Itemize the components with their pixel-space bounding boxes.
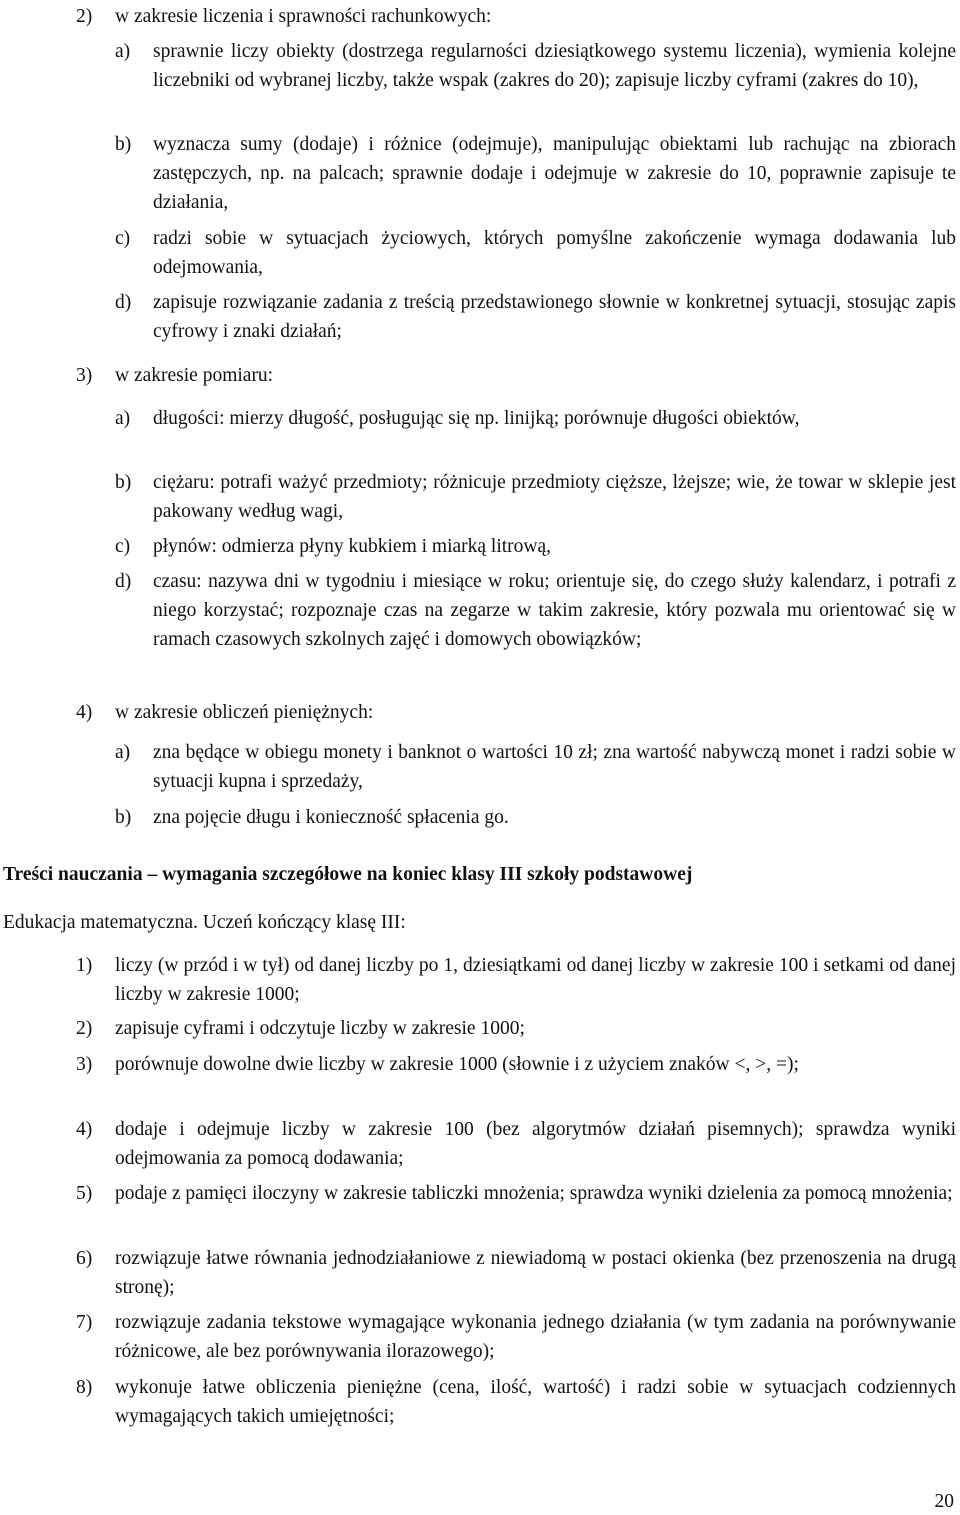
item-text: dodaje i odejmuje liczby w zakresie 100 (bez algorytmów działań pisemnych); sprawdza wyniki odejmowania za pomocą dodawania; — [115, 1119, 956, 1169]
item-text: rozwiązuje zadania tekstowe wymagające wykonania jednego działania (w tym zadania na porównywanie różnicowe, ale bez porównywania ilorazowego); — [115, 1312, 956, 1362]
item-label: 3) — [76, 1054, 93, 1075]
list-item — [115, 468, 956, 526]
section-number: 3) — [76, 365, 93, 386]
list-item — [76, 1050, 956, 1079]
item-text: czasu: nazywa dni w tygodniu i miesiące w roku; orientuje się, do czego służy kalendarz, i potrafi z niego korzystać; rozpoznaje czas na zegarze w takim zakresie, który pozwala mu orientować się w ramach czasowych szkolnych zajęć i domowych obowiązków; — [153, 571, 956, 650]
item-text: zna będące w obiegu monety i banknot o wartości 10 zł; zna wartość nabywczą monet i radzi sobie w sytuacji kupna i sprzedaży, — [153, 742, 956, 792]
section-number: 2) — [76, 6, 93, 27]
section-2 — [76, 2, 956, 31]
item-label: b) — [115, 807, 132, 828]
list-item — [76, 1179, 956, 1208]
list-item — [115, 738, 956, 796]
section-heading: Treści nauczania – wymagania szczegółowe na koniec klasy III szkoły podstawowej — [3, 864, 693, 885]
item-label: b) — [115, 472, 132, 493]
item-label: 2) — [76, 1018, 93, 1039]
intro-text: Edukacja matematyczna. Uczeń kończący klasę III: — [3, 912, 406, 933]
section-number: 4) — [76, 702, 93, 723]
item-label: a) — [115, 41, 131, 62]
item-text: płynów: odmierza płyny kubkiem i miarką litrową, — [153, 536, 552, 557]
item-label: 7) — [76, 1312, 93, 1333]
item-label: 4) — [76, 1119, 93, 1140]
item-text: radzi sobie w sytuacjach życiowych, których pomyślne zakończenie wymaga dodawania lub odejmowania, — [153, 228, 956, 278]
item-text: długości: mierzy długość, posługując się np. linijką; porównuje długości obiektów, — [153, 408, 800, 429]
item-label: 6) — [76, 1248, 93, 1269]
list-item — [115, 532, 956, 561]
list-item — [76, 951, 956, 1009]
list-item — [115, 37, 956, 95]
page-number: 20 — [934, 1491, 954, 1512]
list-item — [115, 803, 956, 832]
item-label: 1) — [76, 955, 93, 976]
item-text: ciężaru: potrafi ważyć przedmioty; różnicuje przedmioty cięższe, lżejsze; wie, że towar w sklepie jest pakowany według wagi, — [153, 472, 956, 522]
list-item — [76, 1244, 956, 1302]
item-label: a) — [115, 408, 131, 429]
item-label: 8) — [76, 1377, 93, 1398]
list-item — [76, 1308, 956, 1366]
item-text: wyznacza sumy (dodaje) i różnice (odejmuje), manipulując obiektami lub rachując na zbiorach zastępczych, np. na palcach; sprawnie dodaje i odejmuje w zakresie do 10, poprawnie zapisuje te działania, — [153, 134, 956, 213]
item-text: zapisuje cyframi i odczytuje liczby w zakresie 1000; — [115, 1018, 525, 1039]
list-item — [115, 404, 956, 433]
list-item — [115, 288, 956, 346]
item-text: wykonuje łatwe obliczenia pieniężne (cena, ilość, wartość) i radzi sobie w sytuacjach codziennych wymagających takich umiejętności; — [115, 1377, 956, 1427]
item-text: liczy (w przód i w tył) od danej liczby po 1, dziesiątkami od danej liczby w zakresie 100 i setkami od danej liczby w zakresie 1000; — [115, 955, 956, 1005]
item-label: 5) — [76, 1183, 93, 1204]
item-label: a) — [115, 742, 131, 763]
item-text: zna pojęcie długu i konieczność spłacenia go. — [153, 807, 509, 828]
section-3 — [76, 361, 956, 390]
item-text: sprawnie liczy obiekty (dostrzega regularności dziesiątkowego systemu liczenia), wymienia kolejne liczebniki od wybranej liczby, także wspak (zakres do 20); zapisuje liczby cyframi (zakres do 10), — [153, 41, 956, 91]
item-label: d) — [115, 292, 132, 313]
list-item — [76, 1373, 956, 1431]
item-text: porównuje dowolne dwie liczby w zakresie 1000 (słownie i z użyciem znaków <, >, =); — [115, 1054, 799, 1075]
item-text: podaje z pamięci iloczyny w zakresie tabliczki mnożenia; sprawdza wyniki dzielenia za pomocą mnożenia; — [115, 1183, 953, 1204]
item-text: rozwiązuje łatwe równania jednodziałaniowe z niewiadomą w postaci okienka (bez przenoszenia na drugą stronę); — [115, 1248, 956, 1298]
list-item — [115, 567, 956, 654]
item-label: c) — [115, 228, 131, 249]
section-4 — [76, 698, 956, 727]
list-item — [115, 224, 956, 282]
item-text: zapisuje rozwiązanie zadania z treścią przedstawionego słownie w konkretnej sytuacji, stosując zapis cyfrowy i znaki działań; — [153, 292, 956, 342]
item-label: c) — [115, 536, 131, 557]
item-label: b) — [115, 134, 132, 155]
section-title: w zakresie liczenia i sprawności rachunkowych: — [115, 6, 492, 27]
list-item — [76, 1115, 956, 1173]
list-item — [76, 1014, 956, 1043]
section-title: w zakresie obliczeń pieniężnych: — [115, 702, 374, 723]
section-title: w zakresie pomiaru: — [115, 365, 274, 386]
item-label: d) — [115, 571, 132, 592]
list-item — [115, 130, 956, 217]
